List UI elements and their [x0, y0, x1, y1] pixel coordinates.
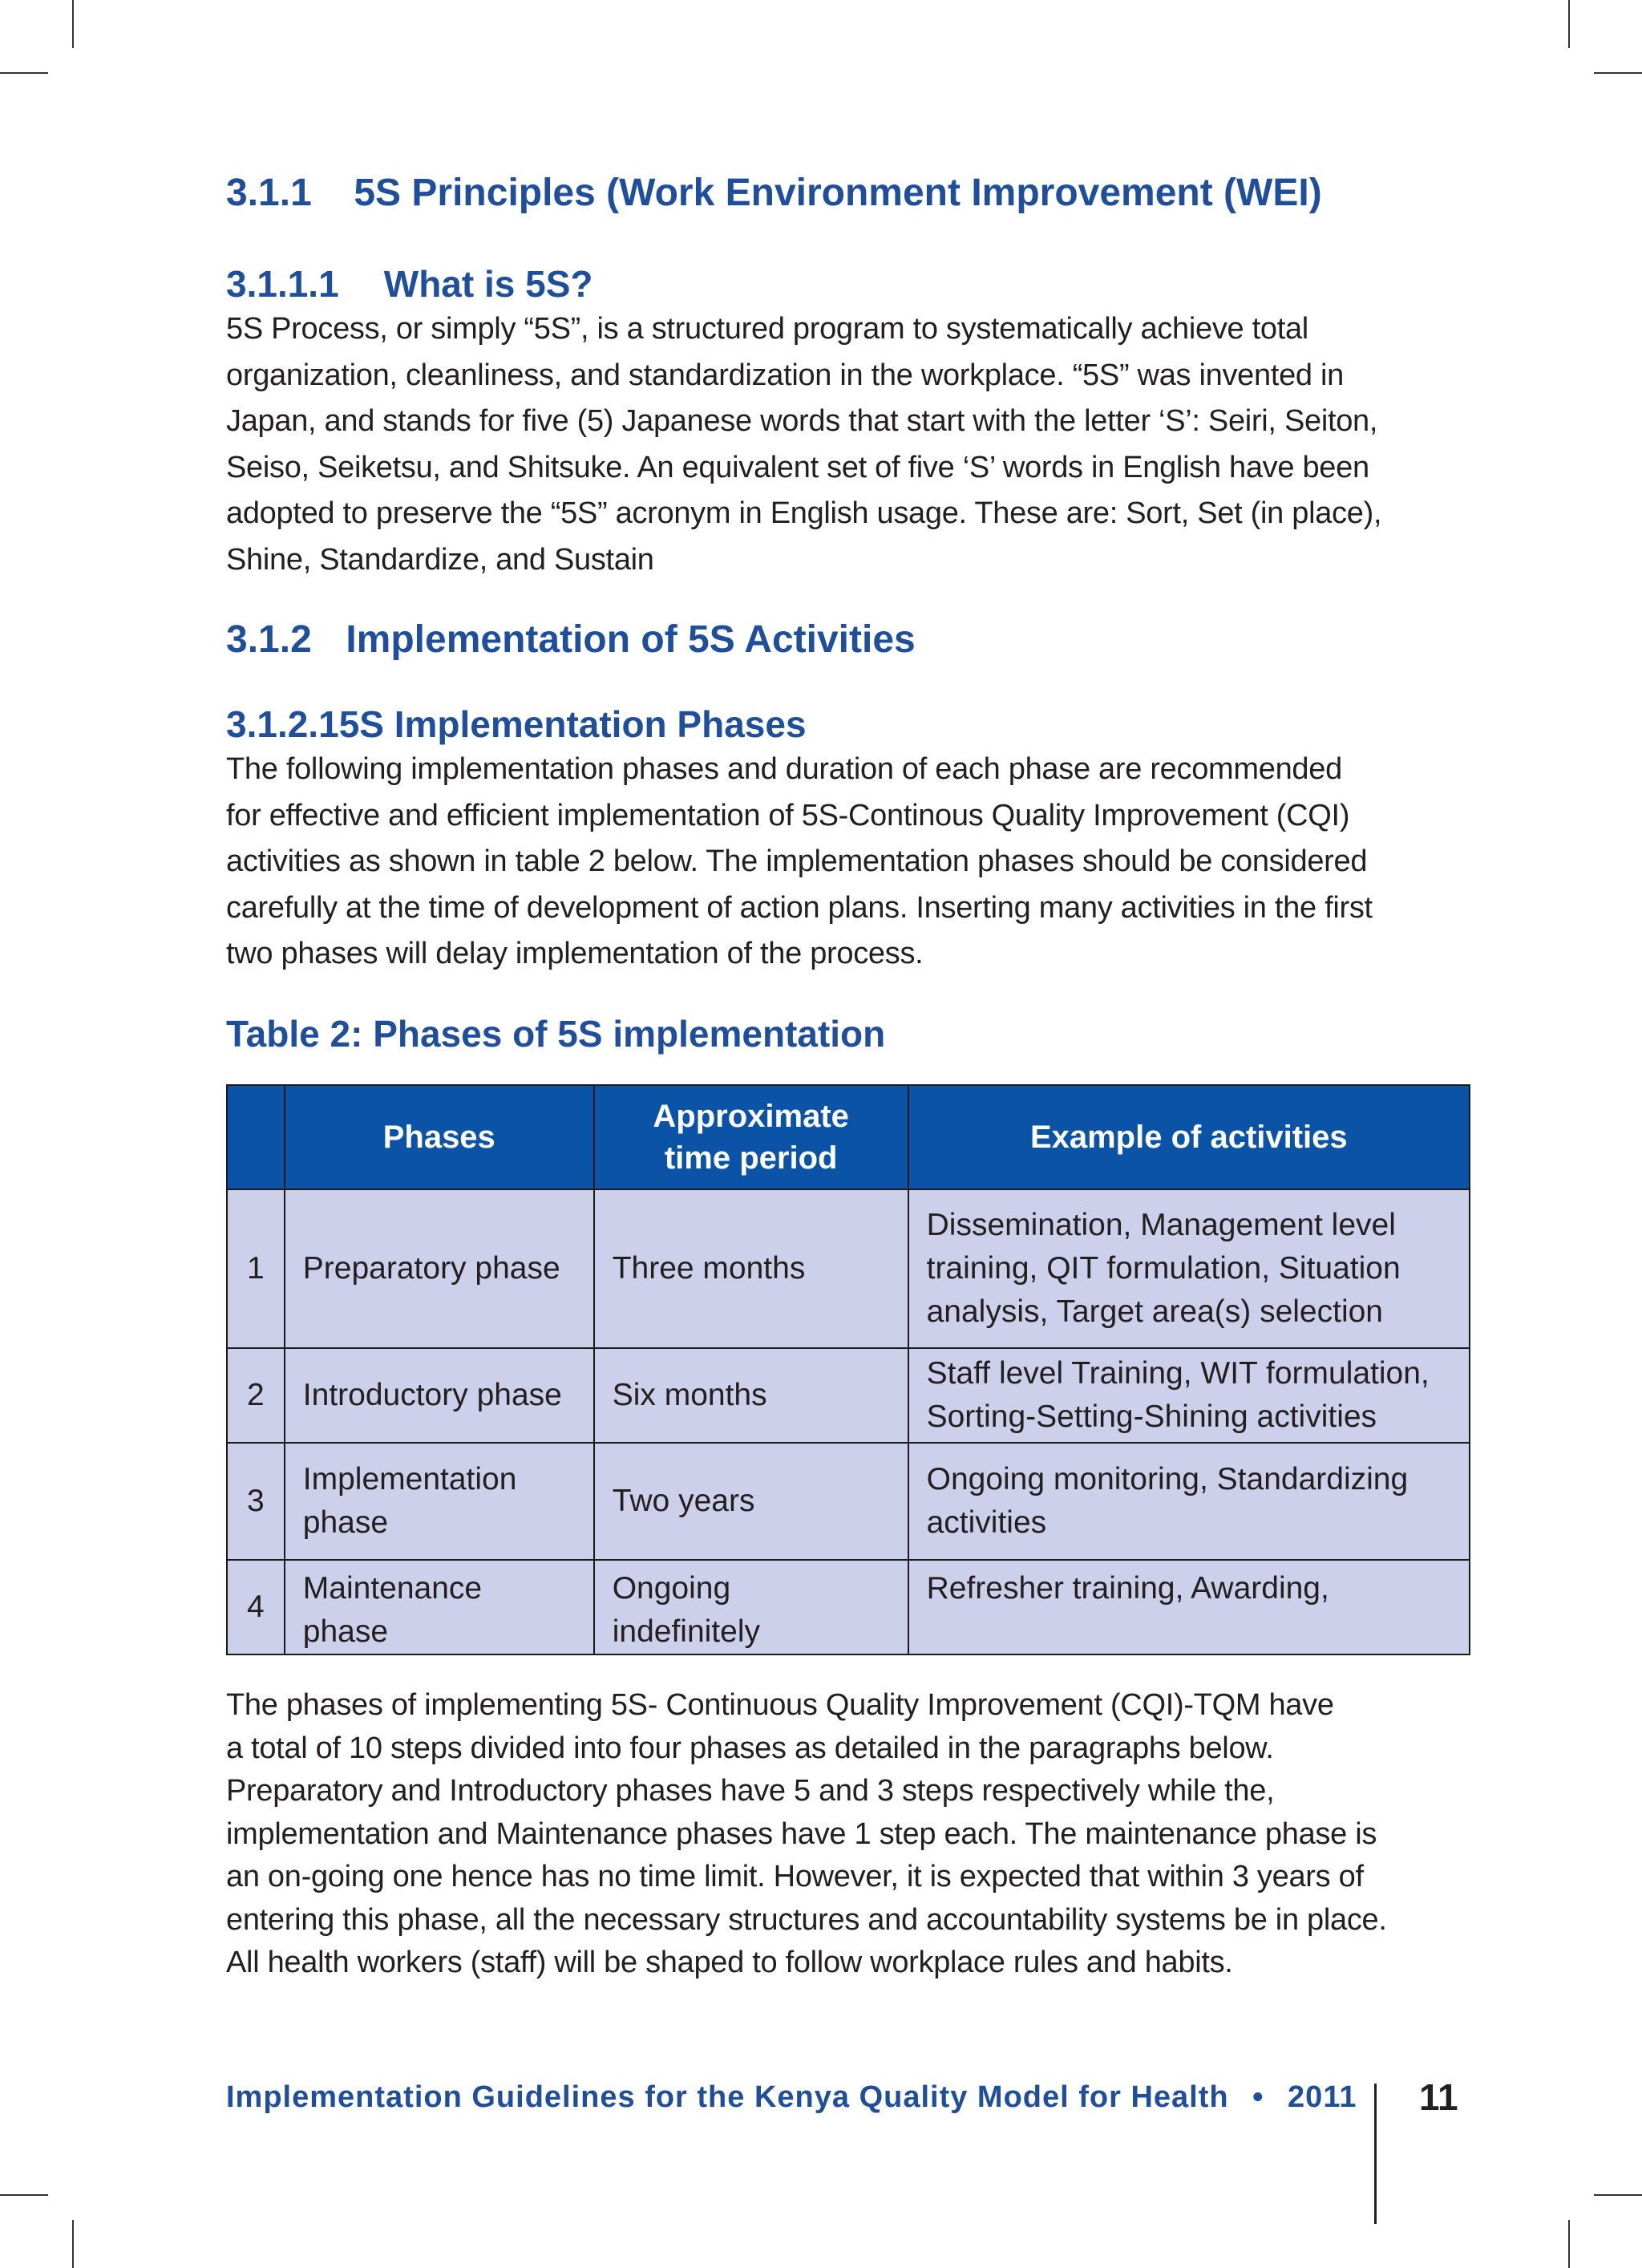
row-index: 1 [227, 1189, 285, 1348]
heading-3-1-2-1 [226, 702, 1477, 747]
row-phase: Introductory phase [285, 1348, 594, 1443]
section-number: 3.1.1 [226, 172, 312, 214]
what-is-5s-paragraph: 5S Process, or simply “5S”, is a structured program to systematically achieve total organization, cleanliness, and standardization in the workplace. “5S” was invented in Japan, and stands for five (5) Japanese words that start with the letter ‘S’: Seiri, Seiton, Seiso, Seiketsu, and Shitsuke. An equivalent set of five ‘S’ words in English have been adopted to preserve the “5S” acronym in English usage. These are: Sort, Set (in place), Shine, Standardize, and Sustain [226, 312, 1382, 577]
footer-separator: • [1252, 2080, 1264, 2114]
table-row [227, 1189, 1470, 1348]
footer-title: Implementation Guidelines for the Kenya Quality Model for Health [226, 2080, 1229, 2114]
row-phase: Preparatory phase [285, 1189, 594, 1348]
heading-3-1-1 [226, 170, 1477, 217]
section-title: Implementation of 5S Activities [346, 618, 916, 661]
row-time: Six months [594, 1348, 908, 1443]
heading-3-1-2 [226, 617, 1477, 663]
header-phases: Phases [285, 1085, 594, 1189]
footer-year: 2011 [1288, 2080, 1357, 2114]
row-time: Two years [594, 1443, 908, 1560]
phases-table [226, 1084, 1470, 1655]
header-activities: Example of activities [908, 1085, 1470, 1189]
section-title: 5S Implementation Phases [338, 703, 807, 745]
implementation-phases-paragraph: The following implementation phases and duration of each phase are recommended for effective and efficient implementation of 5S-Continous Quality Improvement (CQI) activities as shown in table 2 below. The implementation phases should be considered carefully at the time of development of action plans. Inserting many activities in the first two phases will delay implementation of the process. [226, 752, 1373, 970]
row-activities: Refresher training, Awarding, [908, 1560, 1470, 1654]
row-index: 3 [227, 1443, 285, 1560]
table-row [227, 1348, 1470, 1443]
section-number: 3.1.2 [226, 618, 312, 661]
crop-mark [1594, 2194, 1642, 2196]
crop-mark [1594, 72, 1642, 74]
heading-3-1-1-1 [226, 261, 1477, 306]
page-number: 11 [1419, 2076, 1458, 2118]
row-activities: Staff level Training, WIT formulation, Sorting-Setting-Shining activities [908, 1348, 1470, 1443]
page-content [226, 152, 1477, 1056]
table-row [227, 1443, 1470, 1560]
section-title: What is 5S? [383, 263, 593, 305]
crop-mark [1568, 2220, 1570, 2268]
crop-mark [0, 72, 48, 74]
section-number: 3.1.1.1 [226, 263, 339, 305]
page-footer [226, 2077, 1357, 2117]
header-index [227, 1085, 285, 1189]
footer-divider [1374, 2084, 1377, 2224]
row-phase: Implementation phase [285, 1443, 594, 1560]
crop-mark [1568, 0, 1570, 48]
closing-paragraph: The phases of implementing 5S- Continuous Quality Improvement (CQI)-TQM have a total of 10 steps divided into four phases as detailed in the paragraphs below. Preparatory and Introductory phases have 5 and 3 steps respectively while the, implementation and Maintenance phases have 1 step each. The maintenance phase is an on-going one hence has no time limit. However, it is expected that within 3 years of entering this phase, all the necessary structures and accountability systems be in place. All health workers (staff) will be shaped to follow workplace rules and habits. [226, 1688, 1387, 1979]
table-row [227, 1560, 1470, 1654]
table-caption: Table 2: Phases of 5S implementation [226, 1012, 886, 1055]
row-activities: Dissemination, Management level training, QIT formulation, Situation analysis, Target area(s) selection [908, 1189, 1470, 1348]
header-time-period: Approximate time period [594, 1085, 908, 1189]
table-header-row [227, 1085, 1470, 1189]
row-time: Ongoing indefinitely [594, 1560, 908, 1654]
crop-mark [72, 0, 74, 48]
row-phase: Maintenance phase [285, 1560, 594, 1654]
crop-mark [72, 2220, 74, 2268]
crop-mark [0, 2194, 48, 2196]
section-title: 5S Principles (Work Environment Improvement (WEI) [354, 172, 1322, 214]
section-number: 3.1.2.1 [226, 703, 339, 745]
row-index: 4 [227, 1560, 285, 1654]
row-time: Three months [594, 1189, 908, 1348]
row-index: 2 [227, 1348, 285, 1443]
row-activities: Ongoing monitoring, Standardizing activities [908, 1443, 1470, 1560]
